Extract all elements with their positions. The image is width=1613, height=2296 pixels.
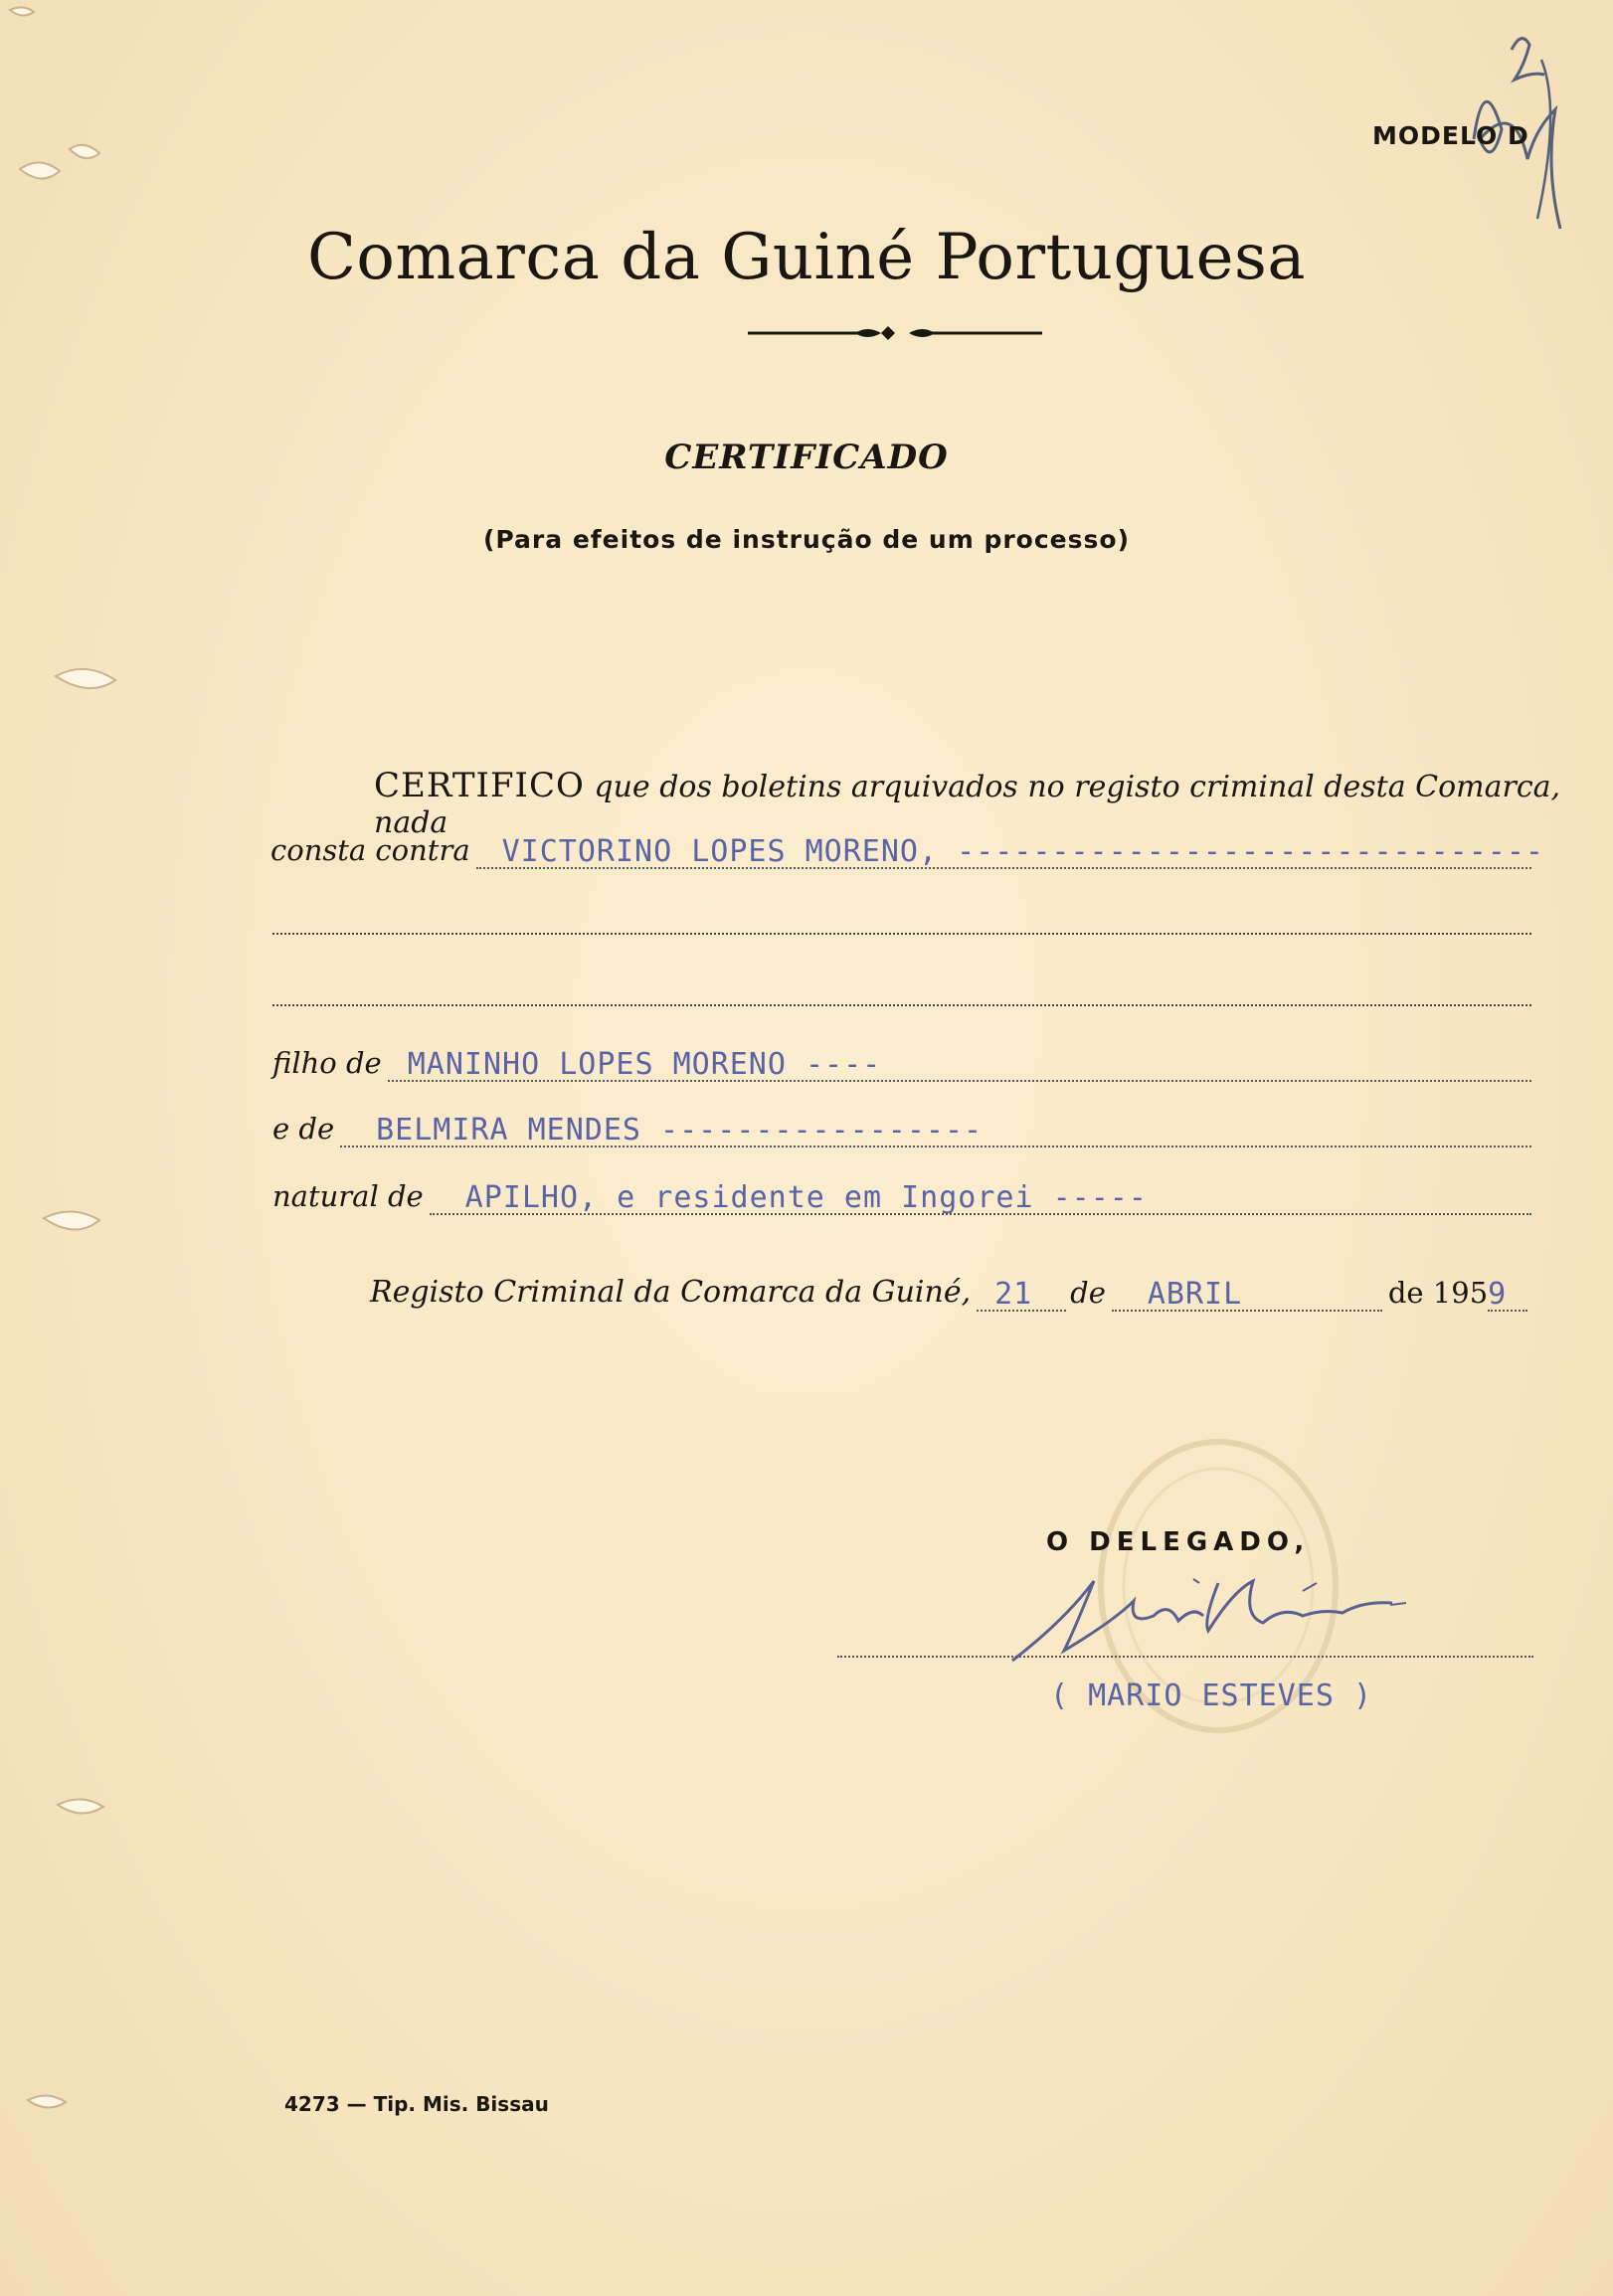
year-field — [1488, 1276, 1527, 1312]
mae-row — [272, 1112, 1531, 1148]
mae-field — [340, 1112, 1531, 1148]
year-label: de 195 — [1387, 1276, 1489, 1310]
signature-line — [837, 1656, 1533, 1658]
natural-field — [430, 1179, 1531, 1215]
page-title: Comarca da Guiné Portuguesa — [306, 221, 1307, 294]
filho-value: MANINHO LOPES MORENO ---- — [407, 1047, 882, 1082]
ornament-divider — [748, 316, 1042, 346]
blank-line-1 — [272, 933, 1531, 935]
date-row — [370, 1275, 1533, 1312]
mae-value: BELMIRA MENDES ----------------- — [376, 1113, 984, 1148]
year-digit: 9 — [1488, 1277, 1508, 1312]
model-label: MODELO D — [1372, 121, 1529, 150]
consta-value: VICTORINO LOPES MORENO, ------------------------------- — [501, 834, 1544, 869]
blank-line-2 — [272, 1004, 1531, 1006]
month-field — [1112, 1276, 1382, 1312]
certifico-text: que dos boletins arquivados no registo criminal desta Comarca, nada — [374, 770, 1561, 840]
document-type: CERTIFICADO — [664, 438, 949, 477]
signature-name: ( MARIO ESTEVES ) — [1050, 1678, 1373, 1713]
month-value: ABRIL — [1147, 1277, 1243, 1312]
certifico-line — [374, 766, 1613, 840]
document-purpose: (Para efeitos de instrução de um processo) — [482, 525, 1130, 554]
filho-field — [388, 1046, 1531, 1082]
natural-value: APILHO, e residente em Ingorei ----- — [464, 1180, 1148, 1215]
filho-row — [272, 1046, 1531, 1082]
natural-label: natural de — [272, 1179, 424, 1213]
de-label: de — [1070, 1276, 1106, 1310]
signature-image — [1004, 1561, 1422, 1671]
mae-label: e de — [272, 1112, 335, 1146]
certifico-word: CERTIFICO — [374, 766, 585, 805]
printer-imprint: 4273 — Tip. Mis. Bissau — [284, 2092, 549, 2116]
filho-label: filho de — [272, 1046, 382, 1080]
signature-role: O DELEGADO, — [1046, 1527, 1311, 1557]
consta-label: consta contra — [270, 833, 470, 867]
consta-contra-row — [270, 833, 1544, 869]
binding-hole-marks — [0, 0, 129, 2188]
day-value: 21 — [994, 1277, 1033, 1312]
natural-row — [272, 1179, 1531, 1215]
consta-field — [476, 833, 1544, 869]
registo-label: Registo Criminal da Comarca da Guiné, — [370, 1275, 972, 1310]
day-field — [977, 1276, 1066, 1312]
